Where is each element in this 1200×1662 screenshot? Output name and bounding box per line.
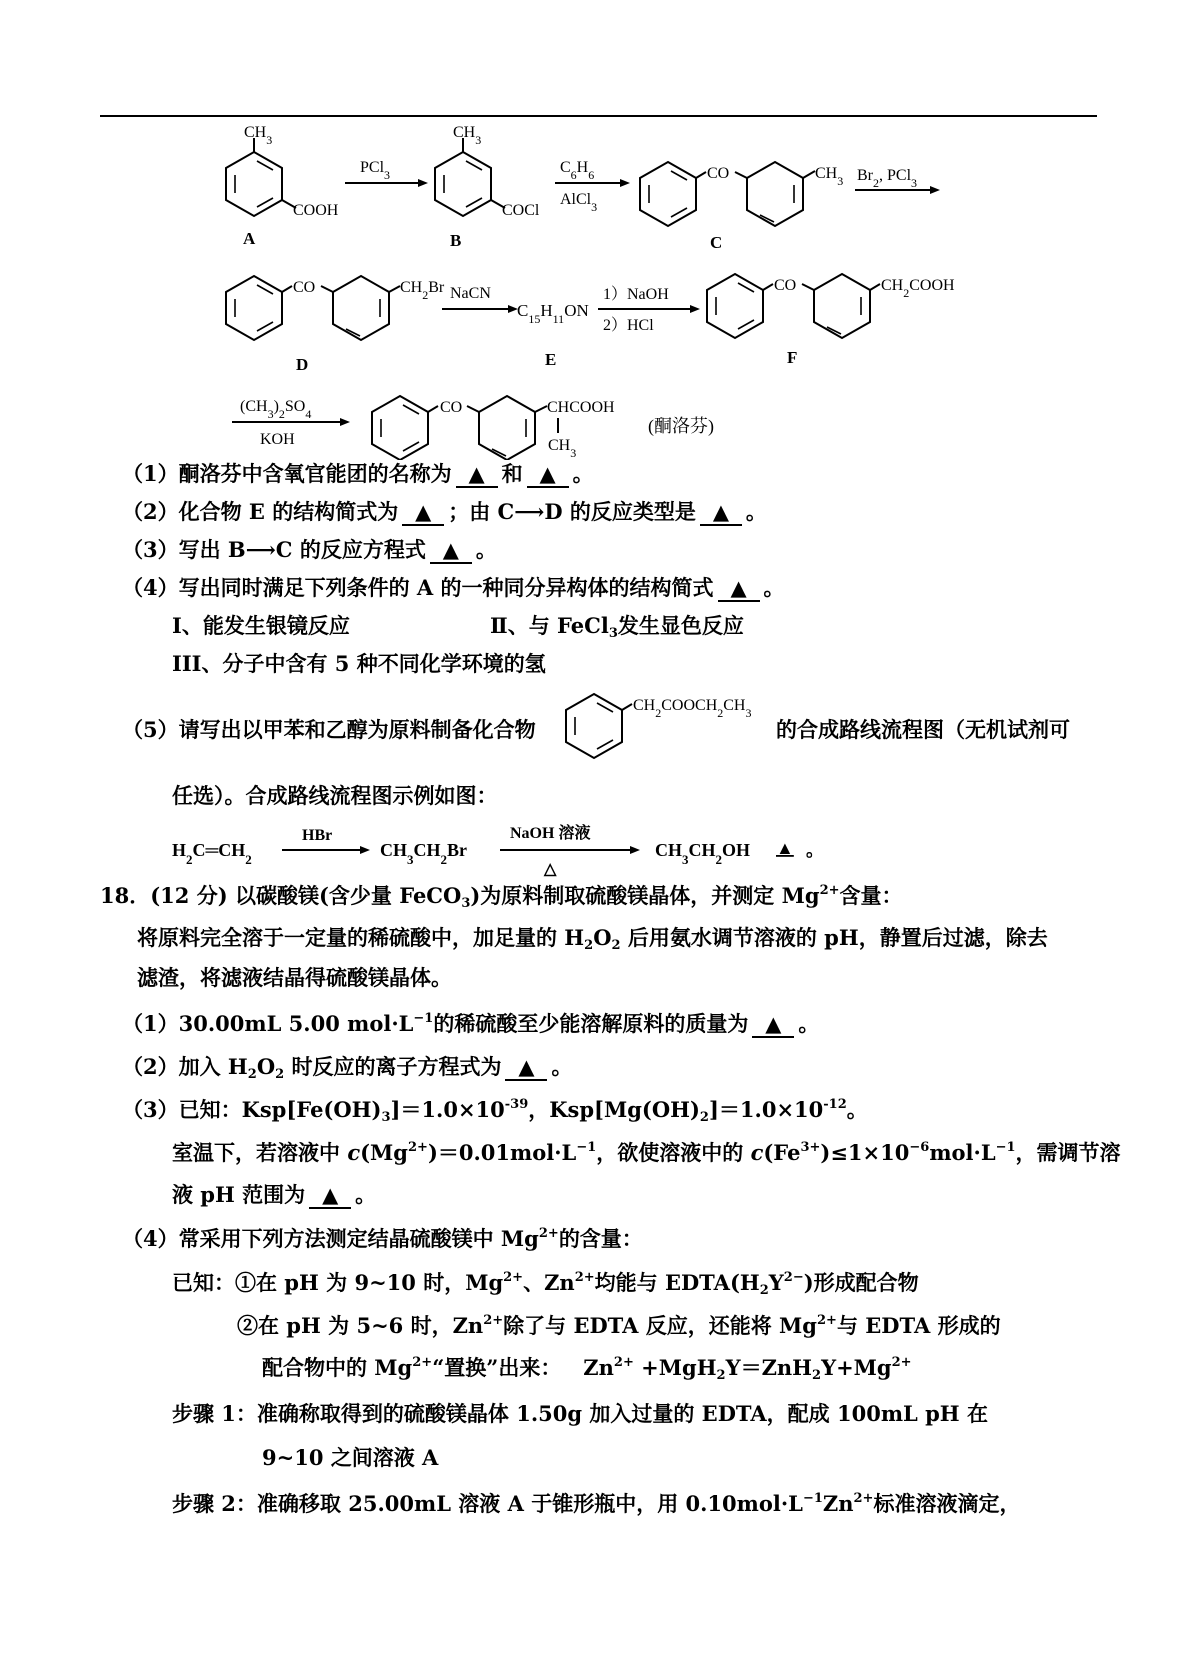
- q18-head: 18．(12 分) 以碳酸镁(含少量 FeCO$_3$)为原料制取硫酸镁晶体，并测定 $Mg^{2+}$含量：: [100, 883, 903, 911]
- svg-text:CH2COOCH2CH3: $CH_2COOCH_2CH_3$: [633, 697, 752, 720]
- svg-text:CH3: $CH_3$: [453, 124, 482, 147]
- q18-1: （1）30.00mL 5.00 $mol\cdot L^{-1}$的稀硫酸至少能溶解原料的质量为 ▲ 。: [122, 1011, 819, 1038]
- q17-5-suffix: 的合成路线流程图（无机试剂可: [776, 717, 1070, 742]
- svg-text:2）HCl: 2）HCl: [603, 317, 654, 334]
- svg-text:(CH3)2SO4: $(CH_3)_2SO_4$: [240, 398, 312, 421]
- compound-b: [435, 124, 540, 250]
- svg-text:A: A: [243, 229, 256, 248]
- svg-text:COCl: COCl: [502, 202, 540, 219]
- svg-text:C6H6: $C_6H_6$: [560, 159, 595, 182]
- svg-text:CO: CO: [440, 399, 463, 416]
- q17-4-cond3: III、分子中含有 5 种不同化学环境的氢: [172, 651, 546, 676]
- svg-text:PCl3: PCl$_3$: [360, 159, 391, 182]
- svg-text:CH3: $CH_3$: [244, 124, 273, 147]
- svg-text:CH3: $CH_3$: [815, 165, 844, 188]
- q17-4-cond2: Ⅱ、与 FeCl$_3$发生显色反应: [490, 613, 744, 641]
- q17-4-cond1: Ⅰ、能发生银镜反应: [172, 613, 350, 638]
- synthesis-scheme: [0, 0, 1200, 460]
- q17-4: （4）写出同时满足下列条件的 A 的一种同分异构体的结构简式 ▲ 。: [122, 575, 785, 602]
- svg-text:CO: CO: [707, 165, 730, 182]
- svg-text:HBr: HBr: [302, 827, 333, 844]
- q17-5-target-structure: [556, 690, 766, 770]
- compound-d: [226, 276, 445, 374]
- svg-text:B: B: [450, 231, 462, 250]
- example-route: [170, 818, 870, 878]
- q17-3: （3）写出 B⟶C 的反应方程式 ▲ 。: [122, 537, 497, 564]
- svg-text:AlCl3: AlCl$_3$: [560, 191, 598, 214]
- svg-text:CH2Br: $CH_2Br$: [400, 279, 445, 302]
- svg-text:CH3CH2Br: $CH_3CH_2Br$: [380, 840, 467, 867]
- q18-4-known2: ②在 pH 为 5~6 时，$Zn^{2+}$除了与 EDTA 反应，还能将 $Mg^{2+}$与 EDTA 形成的: [237, 1313, 1001, 1338]
- svg-text:▲: ▲: [776, 838, 794, 858]
- svg-text:CH3CH2OH: $CH_3CH_2OH$: [655, 840, 751, 867]
- compound-a: [226, 124, 339, 248]
- q18-2: （2）加入 $H_2O_2$ 时反应的离子方程式为 ▲ 。: [122, 1054, 573, 1082]
- svg-text:CO: CO: [293, 279, 316, 296]
- q17-1: （1）酮洛芬中含氧官能团的名称为 ▲ 和 ▲ 。: [122, 461, 594, 488]
- q17-2: （2）化合物 E 的结构简式为 ▲ ；由 C⟶D 的反应类型是 ▲ 。: [122, 499, 767, 526]
- compound-c: [640, 162, 843, 252]
- q18-4: （4）常采用下列方法测定结晶硫酸镁中 $Mg^{2+}$的含量：: [122, 1226, 643, 1251]
- svg-text:KOH: KOH: [260, 431, 295, 448]
- svg-text:H2C═CH2: $H_2C═CH_2$: [172, 840, 252, 867]
- q18-3-line2: 室温下，若溶液中 $c(Mg^{2+})=0.01mol\cdot L^{-1}$，欲使溶液中的 $c(Fe^{3+})\le 1\times 10^{-6}mol\cdot L^{-1}$，需调节溶: [172, 1140, 1121, 1165]
- compound-e: $C_{15}H_{11}ON$: [517, 301, 589, 326]
- q18-para2: 滤渣，将滤液结晶得硫酸镁晶体。: [137, 965, 452, 990]
- q18-3-line3: 液 pH 范围为 ▲ 。: [172, 1182, 376, 1209]
- svg-text:NaOH 溶液: NaOH 溶液: [510, 825, 591, 842]
- svg-text:CH3: $CH_3$: [548, 437, 577, 460]
- q17-5: （5）请写出以甲苯和乙醇为原料制备化合物: [122, 717, 536, 742]
- svg-text:F: F: [787, 348, 798, 367]
- q18-4-known1: 已知：①在 pH 为 9~10 时，$Mg^{2+}$、$Zn^{2+}$均能与 $EDTA(H_2Y^{2-})$形成配合物: [172, 1270, 919, 1298]
- svg-text:C: C: [710, 233, 723, 252]
- svg-text:E: E: [545, 350, 557, 369]
- q18-4-known3: 配合物中的 $Mg^{2+}“$置换”出来： $Zn^{2+} +MgH_2Y=ZnH_2Y+Mg^{2+}$: [262, 1355, 912, 1383]
- q18-4-step1a: 步骤 1：准确称取得到的硫酸镁晶体 1.50g 加入过量的 EDTA，配成 100mL pH 在: [172, 1401, 988, 1426]
- svg-text:NaCN: NaCN: [450, 285, 491, 302]
- svg-text:。: 。: [806, 840, 824, 860]
- svg-text:Br2, PCl3: $Br_2$, PCl$_3$: [857, 167, 918, 190]
- q18-4-step2: 步骤 2：准确移取 25.00mL 溶液 A 于锥形瓶中，用 $0.10mol\cdot L^{-1}Zn^{2+}$标准溶液滴定，: [172, 1491, 1021, 1516]
- svg-text:CH2COOH: $CH_2COOH$: [881, 277, 955, 300]
- ketoprofen-name: (酮洛芬): [648, 416, 714, 436]
- svg-text:COOH: COOH: [293, 202, 339, 219]
- arrow-icon: ⟶: [245, 537, 276, 562]
- compound-f: [707, 274, 955, 367]
- q18-3: （3）已知：$Ksp[Fe(OH)_3]=1.0\times 10^{-39}$，$Ksp[Mg(OH)_2]=1.0\times 10^{-12}$。: [122, 1097, 868, 1125]
- svg-text:1）NaOH: 1）NaOH: [603, 286, 669, 303]
- compound-ketoprofen: [372, 396, 714, 460]
- svg-text:D: D: [296, 355, 309, 374]
- svg-text:△: △: [544, 861, 557, 878]
- q18-para1: 将原料完全溶于一定量的稀硫酸中，加足量的 $H_2O_2$ 后用氨水调节溶液的 pH，静置后过滤，除去: [137, 925, 1048, 953]
- q18-4-step1b: 9~10 之间溶液 A: [262, 1445, 439, 1470]
- arrow-icon: ⟶: [514, 499, 545, 524]
- q17-5-line2: 任选）。合成路线流程图示例如图：: [172, 783, 498, 808]
- svg-text:CO: CO: [774, 277, 797, 294]
- svg-text:CHCOOH: CHCOOH: [547, 399, 615, 416]
